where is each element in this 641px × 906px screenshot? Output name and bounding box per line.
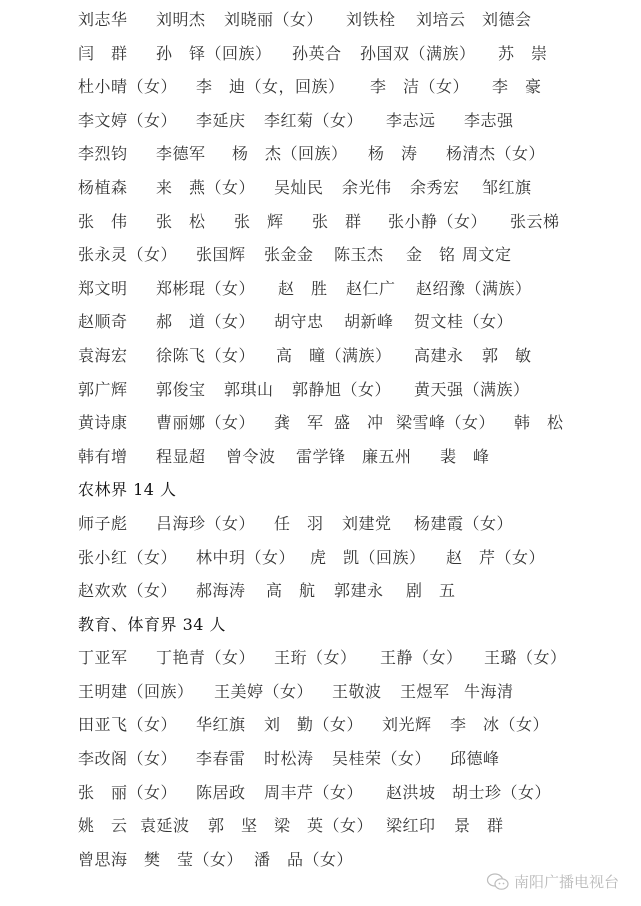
person-name: 余秀宏 [410, 177, 460, 197]
person-name: 吴桂荣（女） [332, 749, 432, 769]
person-name: 赵 胜 [278, 278, 328, 298]
person-name: 刘培云 [416, 10, 466, 29]
person-name: 曾令波 [226, 446, 276, 466]
person-name: 韩 松 [514, 413, 564, 433]
person-name: 赵仁广 [346, 278, 396, 298]
name-row [78, 812, 618, 846]
person-name: 李春雷 [196, 749, 246, 769]
person-name: 吴灿民 [274, 177, 324, 197]
person-name: 李 迪（女，回族） [196, 77, 345, 97]
name-row [78, 779, 618, 813]
section-heading [78, 611, 618, 645]
person-name: 赵 芹（女） [446, 547, 546, 567]
person-name: 郝 道（女） [156, 312, 256, 332]
person-name: 李志远 [386, 110, 436, 130]
name-row [78, 107, 618, 141]
person-name: 袁海宏 [78, 345, 128, 365]
watermark-text: 南阳广播电视台 [513, 873, 619, 891]
person-name: 王明建（回族） [78, 681, 194, 701]
person-name: 郭静旭（女） [292, 379, 392, 399]
person-name: 吕海珍（女） [156, 513, 256, 533]
person-name: 孙 铎（回族） [156, 43, 272, 63]
person-name: 陈玉杰 [334, 245, 384, 265]
person-name: 刘志华 [78, 10, 128, 29]
person-name: 赵洪坡 [386, 782, 436, 802]
person-name: 余光伟 [342, 177, 392, 197]
person-name: 郭建永 [334, 581, 384, 601]
person-name: 王珩（女） [274, 648, 357, 668]
person-name: 刘德会 [482, 10, 532, 29]
person-name: 刘铁栓 [346, 10, 396, 29]
person-name: 杨 涛 [368, 144, 418, 164]
person-name: 潘 品（女） [254, 849, 354, 869]
name-row [78, 342, 618, 376]
person-name: 曹丽娜（女） [156, 413, 256, 433]
person-name: 任 羽 [274, 513, 324, 533]
person-name: 师子彪 [78, 513, 128, 533]
person-name: 张永灵（女） [78, 245, 178, 265]
section-heading [78, 476, 618, 510]
person-name: 李文婷（女） [78, 110, 178, 130]
person-name: 杨 杰（回族） [232, 144, 348, 164]
person-name: 刘晓丽（女） [224, 10, 324, 29]
person-name: 赵顺奇 [78, 312, 128, 332]
person-name: 剧 五 [406, 581, 456, 601]
person-name: 黄诗康 [78, 413, 128, 433]
name-row [78, 510, 618, 544]
person-name: 高建永 [414, 345, 464, 365]
person-name: 张云梯 [510, 211, 560, 231]
name-row [78, 409, 618, 443]
person-name: 刘光辉 [382, 715, 432, 735]
person-name: 周丰芹（女） [264, 782, 364, 802]
wechat-icon [486, 872, 510, 892]
name-row [78, 711, 618, 745]
name-row [78, 241, 618, 275]
person-name: 邹红旗 [482, 177, 532, 197]
person-name: 张 松 [156, 211, 206, 231]
person-name: 时松涛 [264, 749, 314, 769]
person-name: 郭俊宝 [156, 379, 206, 399]
person-name: 高 航 [266, 581, 316, 601]
person-name: 邱德峰 [450, 749, 500, 769]
name-row [78, 73, 618, 107]
person-name: 龚 军 [274, 413, 324, 433]
person-name: 盛 冲 [334, 413, 384, 433]
person-name: 胡守忠 [274, 312, 324, 332]
person-name: 陈居政 [196, 782, 246, 802]
person-name: 高 曈（满族） [276, 345, 392, 365]
person-name: 孙国双（满族） [360, 43, 476, 63]
person-name: 丁艳青（女） [156, 648, 256, 668]
person-name: 孙英合 [292, 43, 342, 63]
person-name: 雷学锋 [296, 446, 346, 466]
name-row [78, 644, 618, 678]
name-row [78, 40, 618, 74]
person-name: 李志强 [464, 110, 514, 130]
person-name: 郭广辉 [78, 379, 128, 399]
person-name: 闫 群 [78, 43, 128, 63]
name-row [78, 308, 618, 342]
person-name: 郑文明 [78, 278, 128, 298]
person-name: 赵绍豫（满族） [416, 278, 532, 298]
person-name: 刘 勤（女） [264, 715, 364, 735]
person-name: 程显超 [156, 446, 206, 466]
person-name: 杨清杰（女） [446, 144, 546, 164]
section-title: 农林界 14 人 [78, 480, 177, 500]
person-name: 黄天强（满族） [414, 379, 530, 399]
person-name: 曾思海 [78, 849, 128, 869]
person-name: 张 群 [312, 211, 362, 231]
person-name: 李烈钧 [78, 144, 128, 164]
person-name: 李 冰（女） [450, 715, 550, 735]
person-name: 来 燕（女） [156, 177, 256, 197]
person-name: 张金金 [264, 245, 314, 265]
person-name: 张国辉 [196, 245, 246, 265]
person-name: 杜小晴（女） [78, 77, 178, 97]
person-name: 金 铭 [406, 245, 456, 265]
person-name: 牛海清 [464, 681, 514, 701]
name-row [78, 544, 618, 578]
person-name: 梁 英（女） [274, 816, 374, 836]
person-name: 李改阁（女） [78, 749, 178, 769]
person-name: 杨建霞（女） [414, 513, 514, 533]
person-name: 韩有增 [78, 446, 128, 466]
name-row [78, 745, 618, 779]
person-name: 王敬波 [332, 681, 382, 701]
person-name: 裴 峰 [440, 446, 490, 466]
person-name: 丁亚军 [78, 648, 128, 668]
person-name: 张小红（女） [78, 547, 178, 567]
name-row [78, 577, 618, 611]
name-row [78, 174, 618, 208]
person-name: 胡士珍（女） [452, 782, 552, 802]
person-name: 华红旗 [196, 715, 246, 735]
person-name: 贺文桂（女） [414, 312, 514, 332]
person-name: 虎 凯（回族） [310, 547, 426, 567]
person-name: 廉五州 [362, 446, 412, 466]
person-name: 徐陈飞（女） [156, 345, 256, 365]
person-name: 赵欢欢（女） [78, 581, 178, 601]
person-name: 郭 坚 [208, 816, 258, 836]
person-name: 李 洁（女） [370, 77, 470, 97]
person-name: 郭琪山 [224, 379, 274, 399]
name-list-document [78, 6, 618, 879]
person-name: 姚 云 [78, 816, 128, 836]
name-row [78, 376, 618, 410]
person-name: 林中玥（女） [196, 547, 296, 567]
person-name: 袁延波 [140, 816, 190, 836]
person-name: 张 伟 [78, 211, 128, 231]
person-name: 李红菊（女） [264, 110, 364, 130]
person-name: 郭 敏 [482, 345, 532, 365]
person-name: 李延庆 [196, 110, 246, 130]
person-name: 王美婷（女） [214, 681, 314, 701]
person-name: 周文定 [462, 245, 512, 265]
person-name: 李 豪 [492, 77, 542, 97]
person-name: 郑彬琨（女） [156, 278, 256, 298]
person-name: 苏 崇 [498, 43, 548, 63]
person-name: 梁雪峰（女） [396, 413, 496, 433]
person-name: 张小静（女） [388, 211, 488, 231]
person-name: 王静（女） [380, 648, 463, 668]
person-name: 王煜军 [400, 681, 450, 701]
person-name: 刘建党 [342, 513, 392, 533]
person-name: 李德军 [156, 144, 206, 164]
person-name: 胡新峰 [344, 312, 394, 332]
person-name: 樊 莹（女） [144, 849, 244, 869]
person-name: 张 丽（女） [78, 782, 178, 802]
person-name: 杨植森 [78, 177, 128, 197]
person-name: 郝海涛 [196, 581, 246, 601]
person-name: 张 辉 [234, 211, 284, 231]
person-name: 王璐（女） [484, 648, 567, 668]
person-name: 梁红印 [386, 816, 436, 836]
watermark [486, 871, 619, 892]
person-name: 景 群 [454, 816, 504, 836]
name-row [78, 140, 618, 174]
section-title: 教育、体育界 34 人 [78, 614, 227, 634]
name-row [78, 443, 618, 477]
name-row [78, 678, 618, 712]
name-row [78, 6, 618, 40]
name-row [78, 208, 618, 242]
name-row [78, 275, 618, 309]
person-name: 田亚飞（女） [78, 715, 178, 735]
person-name: 刘明杰 [156, 10, 206, 29]
